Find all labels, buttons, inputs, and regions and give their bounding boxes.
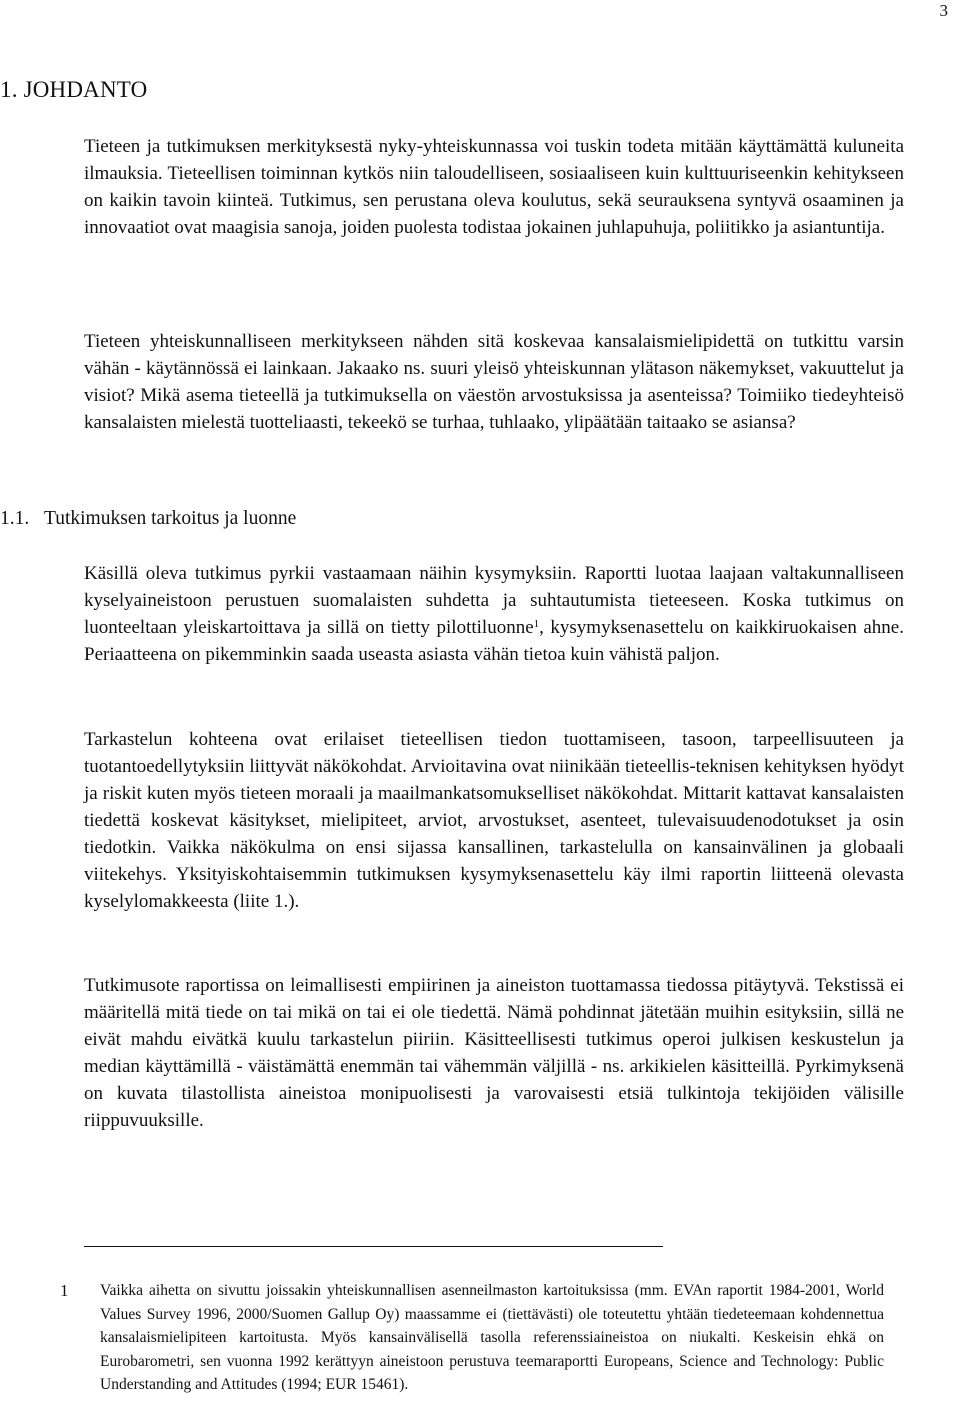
section-paragraph-1 — [84, 560, 904, 668]
intro-paragraph-1: Tieteen ja tutkimuksen merkityksestä nyky-yhteiskunnassa voi tuskin todeta mitään käyttämättä kuluneita ilmauksia. Tieteellisen toiminnan kytkös niin taloudelliseen, sosiaaliseen kuin kulttuuriseenkin kehitykseen on kaikin tavoin kiinteä. Tutkimus, sen perustana oleva koulutus, sekä seurauksena syntyvä osaaminen ja innovaatiot ovat maagisia sanoja, joiden puolesta todistaa jokainen juhlapuhuja, poliitikko ja asiantuntija. — [84, 136, 904, 238]
section-paragraph-1-text-b: , kysymyksenasettelu on kaikkiruokaisen ahne. Periaatteena on pikemminkin saada useasta asiasta vähän tietoa kuin vähistä paljon. — [84, 617, 904, 665]
section-paragraph-3: Tutkimusote raportissa on leimallisesti empiirinen ja aineiston tuottamassa tiedossa pitäytyvä. Tekstissä ei määritellä mitä tiede on tai mikä on tai ei ole tiedettä. Nämä pohdinnat jätetään muihin esityksiin, sillä ne eivät mahdu eivätkä kuulu tarkastelun piiriin. Käsitteellisesti tutkimus operoi julkisen keskustelun ja median käyttämillä - väistämättä enemmän tai vähemmän väljillä - ns. arkikielen käsitteillä. Pyrkimyksenä on kuvata tilastollista aineistoa monipuolisesti ja varovaisesti etsiä tulkintoja tekijöiden välisille riippuvuuksille. — [84, 975, 904, 1131]
footnote-text: Vaikka aihetta on sivuttu joissakin yhteiskunnallisen asenneilmaston kartoituksissa (mm. EVAn raportit 1984-2001, World Values Survey 1996, 2000/Suomen Gallup Oy) maassamme ei (tiettävästi) ole toteutettu yhtään tiedeteemaan kohdennettua kansalaismielipiteen kartoitusta. Myös kansainvälisellä tasolla referenssiaineistoa on niukalti. Keskeisin ehkä on Eurobarometri, sen vuonna 1992 kerättyyn aineistoon perustuva teemaraportti Europeans, Science and Technology: Public Understanding and Attitudes (1994; EUR 15461). — [100, 1282, 884, 1394]
intro-paragraph-2: Tieteen yhteiskunnalliseen merkitykseen nähden sitä koskevaa kansalaismielipidettä on tutkittu varsin vähän - käytännössä ei lainkaan. Jakaako ns. suuri yleisö yhteiskunnan ylätason näkemykset, vakuuttelut ja visiot? Mikä asema tieteellä ja tutkimuksella on väestön arvostuksissa ja asenteissa? Toimiiko tiedeyhteisö kansalaisten mielestä tuotteliaasti, tekeekö se turhaa, tuhlaako, ylipäätään taitaako se asiansa? — [84, 331, 904, 433]
page-number: 3 — [939, 1, 948, 20]
section-paragraph-2: Tarkastelun kohteena ovat erilaiset tieteellisen tiedon tuottamiseen, tasoon, tarpeellisuuteen ja tuotantoedellytyksiin liittyvät näkökohdat. Arvioitavina ovat niinikään tieteellis-teknisen kehityksen hyödyt ja riskit kuten myös tieteen moraali ja maailmankatsomukselliset näkökohdat. Mittarit kattavat kansalaisten tiedettä koskevat käsitykset, mielipiteet, arviot, arvostukset, asenteet, tulevaisuudenodotukset ja osin tiedotkin. Vaikka näkökulma on ensi sijassa kansallinen, tarkastelulla on kansainvälinen ja globaali viitekehys. Yksityiskohtaisemmin tutkimuksen kysymyksenasettelu käy ilmi raportin liitteenä olevasta kyselylomakkeesta (liite 1.). — [84, 729, 904, 912]
section-number: 1.1. — [0, 508, 30, 529]
chapter-title: 1. JOHDANTO — [0, 77, 148, 102]
footnote-divider — [84, 1246, 663, 1247]
section-heading — [0, 505, 296, 533]
footnote-number: 1 — [60, 1281, 69, 1300]
footnote-reference[interactable]: 1 — [533, 618, 540, 630]
section-title: Tutkimuksen tarkoitus ja luonne — [44, 508, 297, 529]
section-paragraph-1-text-a: Käsillä oleva tutkimus pyrkii vastaamaan näihin kysymyksiin. Raportti luotaa laajaan valtakunnalliseen kyselyaineistoon perustuen suomalaisten suhdetta ja suhtautumista tieteeseen. Koska tutkimus on luonteeltaan yleiskartoittava ja sillä on tietty pilottiluonne — [84, 563, 904, 638]
